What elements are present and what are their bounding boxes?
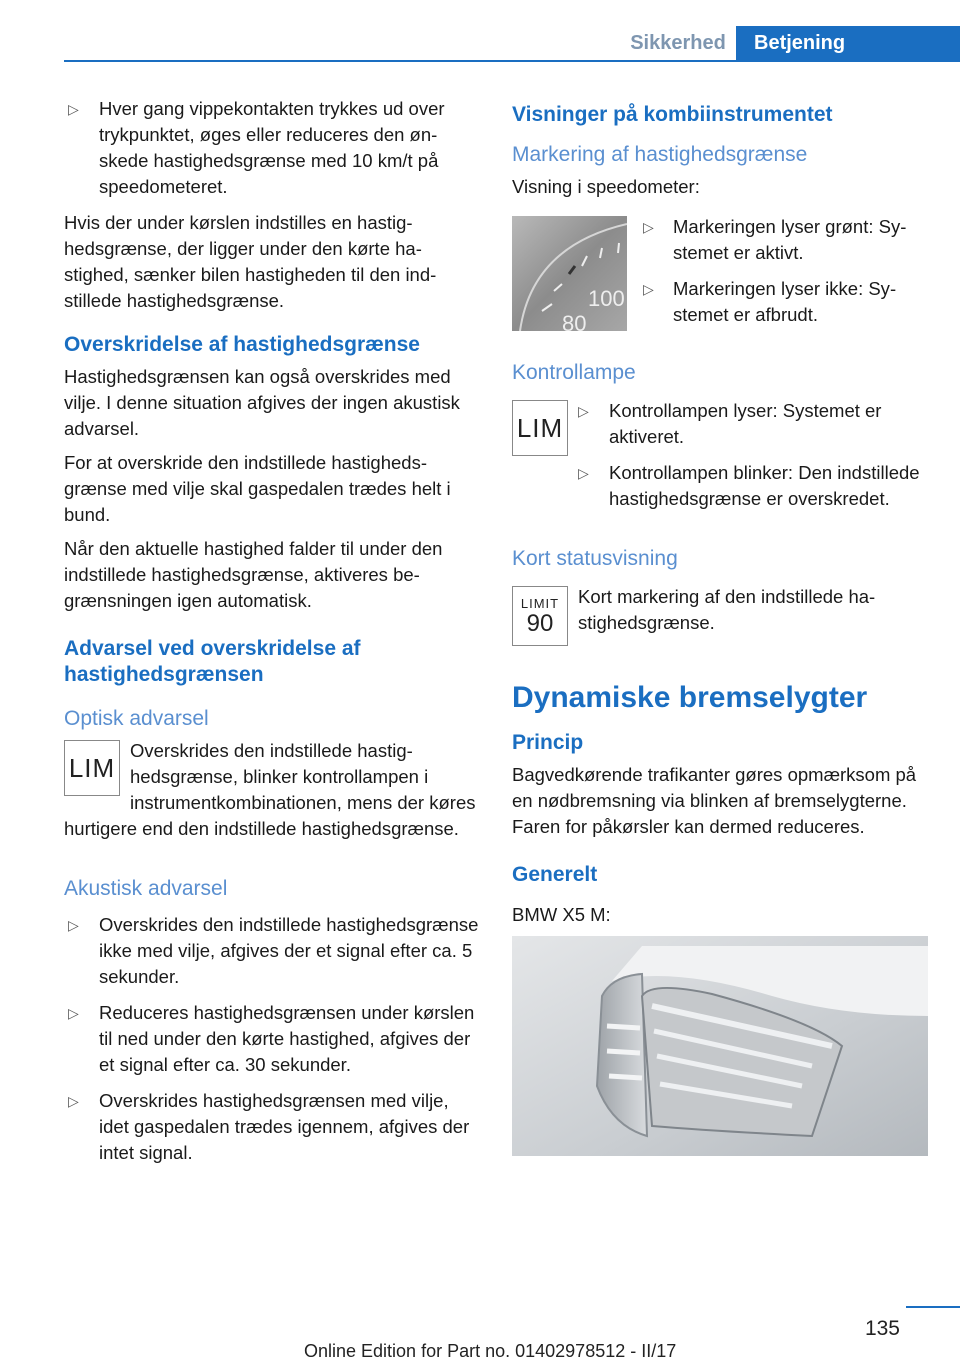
heading-kontrollampe: Kontrollampe — [512, 361, 636, 384]
page-header — [0, 0, 960, 62]
princip-text: Bagvedkørende trafikanter gøres opmærksom på en nødbremsning via blinken af bremselygterne. Faren for påkørsler kan dermed reduceres. — [512, 764, 917, 837]
visning-label: Visning i speedometer: — [512, 176, 700, 197]
heading-markering: Markering af hastighedsgrænse — [512, 143, 808, 166]
paragraph: For at overskride den indstillede hastighedsgrænse med vilje skal gaspedalen trædes helt i bund. — [64, 452, 451, 525]
right-column — [512, 96, 928, 1161]
lim-icon: LIM — [512, 400, 568, 456]
kontrollampe-block — [512, 398, 928, 522]
tab-betjening[interactable]: Betjening — [736, 26, 960, 60]
edition-note: Online Edition for Part no. 01402978512 - II/17 — [304, 1341, 677, 1361]
list-item: ▷ Reduceres hastighedsgrænsen under kørslen til ned under den kørte hastighed, afgives der et signal efter ca. 30 sekunder. — [68, 1002, 475, 1075]
optisk-block — [64, 738, 480, 850]
paragraph: Hastighedsgrænsen kan også overskrides med vilje. I denne situation afgives der ingen akustisk advarsel. — [64, 366, 460, 439]
heading-optisk: Optisk advarsel — [64, 707, 209, 730]
heading-akustisk: Akustisk advarsel — [64, 877, 228, 900]
heading-overskridelse: Overskridelse af hastighedsgrænse — [64, 333, 420, 356]
triangle-bullet-icon: ▷ — [68, 1093, 79, 1109]
triangle-bullet-icon: ▷ — [68, 1005, 79, 1021]
kort-text: Kort markering af den indstillede hastighedsgrænse. — [578, 586, 876, 633]
tab-sikkerhed[interactable]: Sikkerhed — [630, 32, 726, 54]
page-number: 135 — [864, 1317, 900, 1340]
triangle-bullet-icon: ▷ — [643, 281, 654, 297]
footer-rule — [906, 1306, 960, 1308]
bullet-text: Hver gang vippekontakten trykkes ud over trykpunktet, øges eller reduceres den ønskede hastighedsgrænse med 10 km/t på speedometeret. — [99, 98, 445, 197]
triangle-bullet-icon: ▷ — [643, 219, 654, 235]
speedo-label-80: 80 — [562, 311, 587, 331]
triangle-bullet-icon: ▷ — [578, 465, 589, 481]
list-item — [64, 96, 480, 200]
lim-icon: LIM — [64, 740, 120, 796]
taillight-icon — [512, 936, 928, 1156]
speedo-label-100: 100 — [588, 286, 625, 311]
taillight-image — [512, 936, 928, 1161]
heading-advarsel: Advarsel ved overskridelse af hastighedsgrænsen — [64, 637, 361, 686]
heading-visninger: Visninger på kombiinstrumentet — [512, 103, 833, 126]
list-item: ▷ Markeringen lyser grønt: Systemet er aktivt. — [643, 216, 907, 263]
triangle-bullet-icon: ▷ — [68, 101, 79, 117]
speedometer-image — [512, 216, 627, 336]
triangle-bullet-icon: ▷ — [578, 403, 589, 419]
heading-dynamiske-bremselygter: Dynamiske bremselygter — [512, 681, 868, 714]
kort-block — [512, 584, 928, 646]
limit-90-icon: LIMIT 90 — [512, 586, 568, 646]
heading-kort-statusvisning: Kort statusvisning — [512, 547, 678, 570]
speedometer-icon — [512, 216, 627, 331]
list-item: ▷ Kontrollampen blinker: Den indstillede hastighedsgrænse er overskredet. — [578, 462, 920, 509]
heading-princip: Princip — [512, 731, 584, 754]
list-item: ▷ Overskrides hastighedsgrænsen med vilje, idet gaspedalen trædes igennem, afgives der intet signal. — [68, 1090, 470, 1163]
bmw-label: BMW X5 M: — [512, 904, 611, 925]
heading-generelt: Generelt — [512, 863, 598, 886]
list-item: ▷ Kontrollampen lyser: Systemet er aktiveret. — [578, 400, 882, 447]
left-column — [64, 96, 480, 1176]
optisk-text: Overskrides den indstillede hastighedsgrænse, blinker kontrollampen i instrumentkombinationen, mens der køres hurtigere end den indstillede hastighedsgrænse. — [64, 740, 476, 839]
list-item: ▷ Overskrides den indstillede hastighedsgrænse ikke med vilje, afgives der et signal efter ca. 5 sekunder. — [68, 914, 479, 987]
paragraph: Hvis der under kørslen indstilles en hastighedsgrænse, der ligger under den kørte hastighed, sænker bilen hastigheden til den indstillede hastighedsgrænse. — [64, 212, 437, 311]
paragraph: Når den aktuelle hastighed falder til under den indstillede hastighedsgrænse, aktiveres begrænsningen igen automatisk. — [64, 538, 443, 611]
markering-block — [512, 214, 928, 338]
list-item: ▷ Markeringen lyser ikke: Systemet er afbrudt. — [643, 278, 897, 325]
header-rule — [64, 60, 960, 62]
triangle-bullet-icon: ▷ — [68, 917, 79, 933]
